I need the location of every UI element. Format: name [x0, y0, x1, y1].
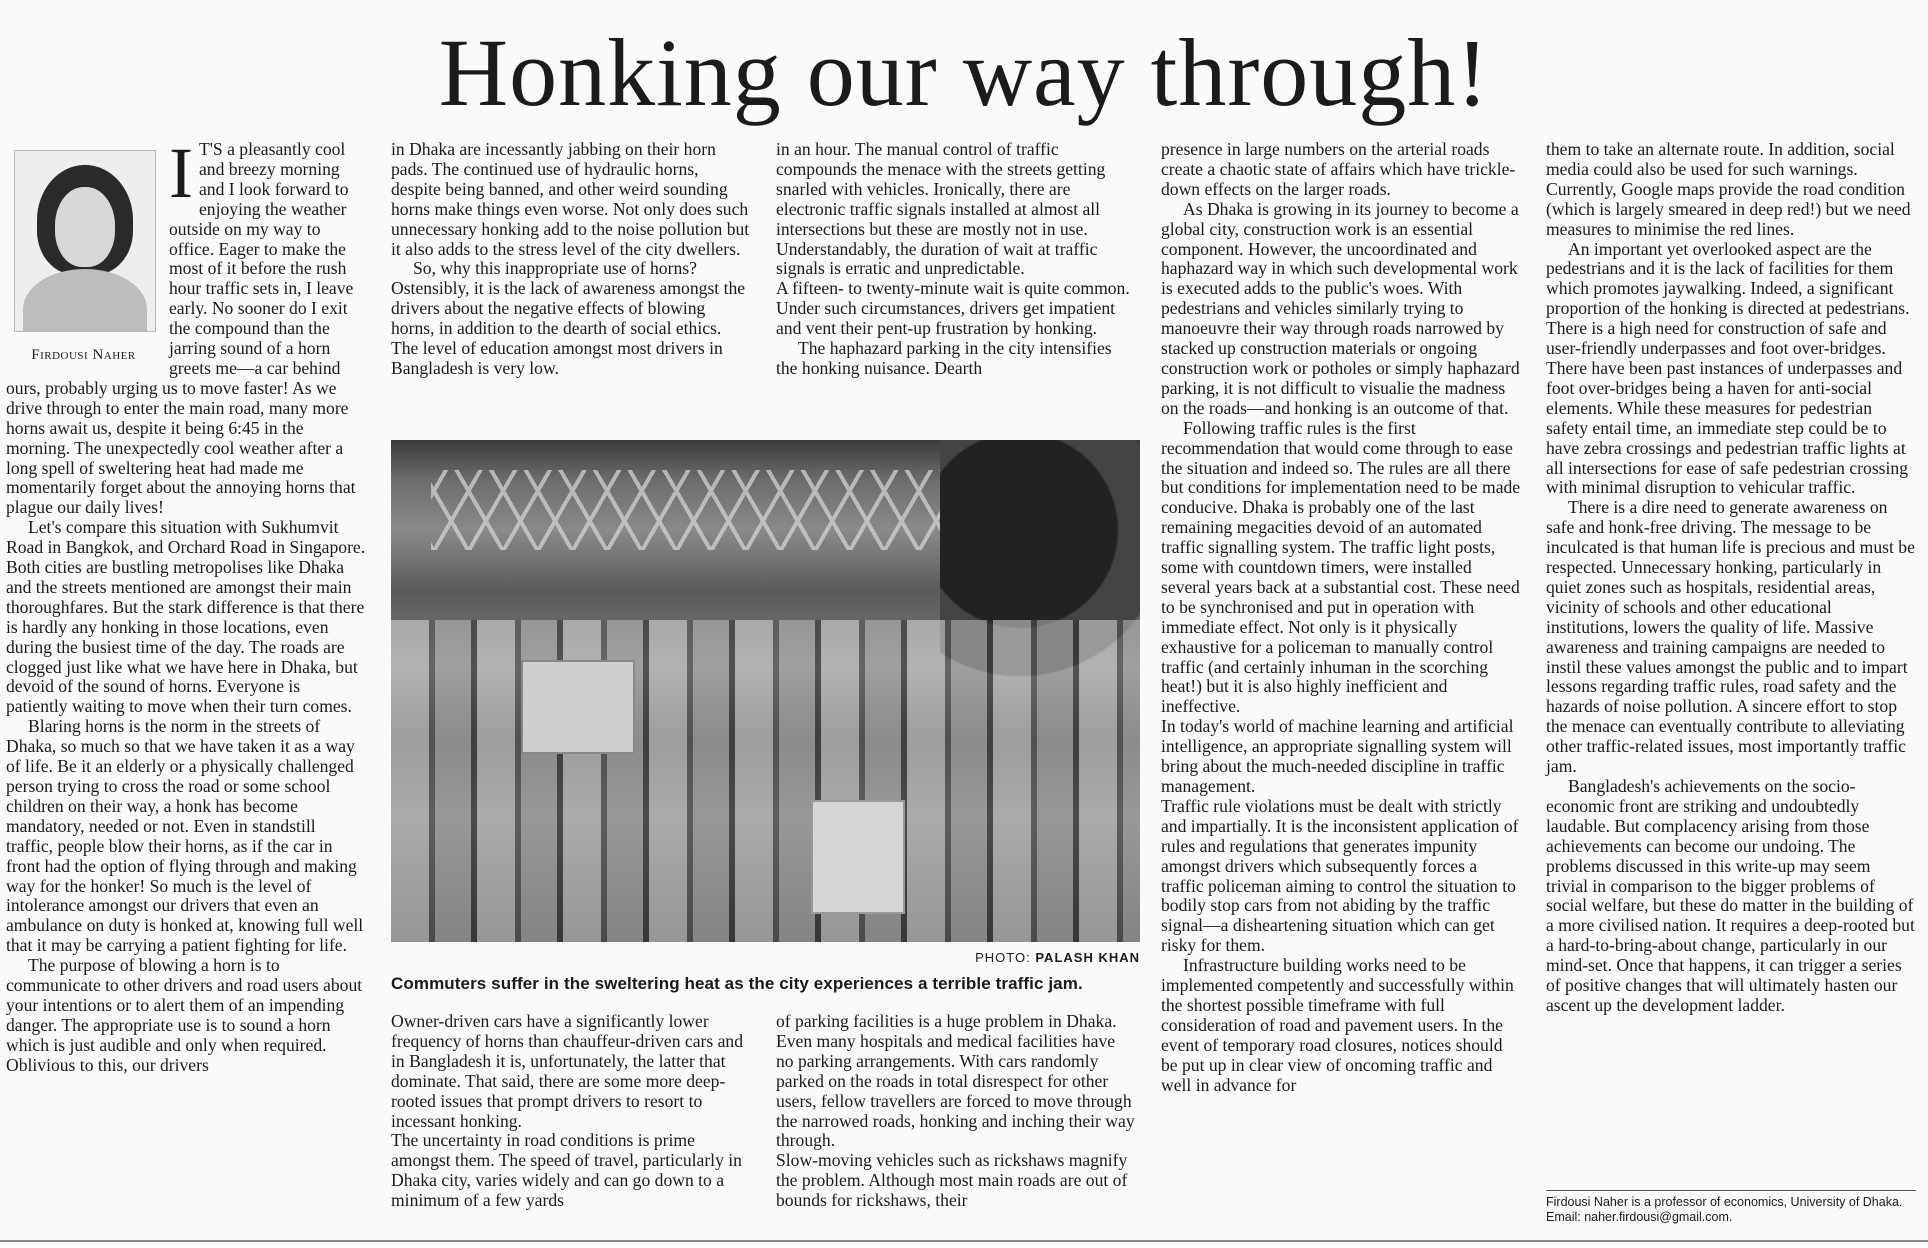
- column-3-bottom: [776, 1012, 1136, 1211]
- page-bottom-rule: [0, 1240, 1928, 1242]
- paragraph: There is a dire need to generate awareness on safe and honk-free driving. The message to be inculcated is that human life is precious and must be respected. Unnecessary honking, particularly in quiet zones such as hospitals, residential areas, vicinity of schools and other educational institutions, lowers the quality of life. Massive awareness and training campaigns are needed to instil these values amongst the public and to impart lessons regarding traffic rules, road safety and the hazards of noise pollution. A sincere effort to stop the menace can eventually contribute to alleviating other traffic-related issues, most importantly traffic jam.: [1546, 497, 1915, 777]
- traffic-photo: [391, 440, 1140, 942]
- column-4: [1161, 140, 1521, 1096]
- paragraph: of parking facilities is a huge problem in Dhaka. Even many hospitals and medical facilities have no parking arrangements. With cars randomly parked on the roads in total disrespect for other users, fellow travellers are forced to move through the narrowed roads, honking and inching their way through.: [776, 1011, 1135, 1151]
- bio-divider: [1546, 1190, 1916, 1191]
- author-box: [6, 146, 161, 371]
- paragraph: The purpose of blowing a horn is to communicate to other drivers and road users about your intentions or to alert them of an impending danger. The appropriate use is to sound a horn which is just audible and only when required. Oblivious to this, our drivers: [6, 955, 363, 1075]
- column-3-top: [776, 140, 1136, 379]
- paragraph: The uncertainty in road conditions is prime amongst them. The speed of travel, particularly in Dhaka city, varies widely and can go down to a minimum of a few yards: [391, 1130, 742, 1211]
- photo-credit: PHOTO: PALASH KHAN: [975, 950, 1140, 965]
- author-bio: Firdousi Naher is a professor of economics, University of Dhaka. Email: naher.firdousi@gmail.com.: [1546, 1195, 1903, 1224]
- paragraph: As Dhaka is growing in its journey to become a global city, construction work is an essential component. However, the uncoordinated and haphazard way in which such developmental work is executed adds to the public's woes. With pedestrians and vehicles similarly trying to manoeuvre their way through roads narrowed by stacked up construction materials or ongoing construction work or potholes or simply haphazard parking, it is not difficult to visualie the madness on the roads—and honking is an outcome of that.: [1161, 198, 1520, 418]
- column-1: [6, 133, 366, 1076]
- paragraph: Infrastructure building works need to be implemented competently and successfully within the shortest possible timeframe with full consideration of road and pavement users. In the event of temporary road closures, notices should be put up in clear view of oncoming traffic and well in advance for: [1161, 955, 1514, 1095]
- paragraph: In today's world of machine learning and artificial intelligence, an appropriate signalling system will bring about the much-needed discipline in traffic management.: [1161, 716, 1514, 796]
- paragraph: presence in large numbers on the arterial roads create a chaotic state of affairs which have trickle-down effects on the larger roads.: [1161, 139, 1516, 199]
- photo-caption: Commuters suffer in the sweltering heat as the city experiences a terrible traffic jam.: [391, 974, 1083, 993]
- column-2-bottom: [391, 1012, 751, 1211]
- column-2-top: [391, 140, 751, 379]
- paragraph: I T'S a pleasantly cool and breezy morning and I look forward to enjoying the weather outside on my way to office. Eager to make the most of it before the rush hour traffic sets in, I leave early. No sooner do I exit the compound than the jarring sound of a horn greets me—a car behind ours, probably urging us to move faster! As we drive through to enter the main road, many more horns await us, despite it being 6:45 in the morning. The unexpectedly cool weather after a long spell of sweltering heat had made me momentarily forget about the annoying horns that plague our daily lives!: [6, 133, 356, 518]
- paragraph: Blaring horns is the norm in the streets of Dhaka, so much so that we have taken it as a way of life. Be it an elderly or a physically challenged person trying to cross the road or some school children on their way, a honk has become mandatory, needed or not. Even in standstill traffic, people blow their horns, as if the car in front had the option of flying through and making way for the honker! So much is the level of intolerance amongst our drivers that even an ambulance on duty is honked at, knowing full well that it may be carrying a patient fighting for life.: [6, 716, 364, 956]
- author-portrait: [14, 150, 156, 332]
- paragraph: Bangladesh's achievements on the socio-economic front are striking and undoubtedly laudable. But complacency arising from those achievements can become our undoing. The problems discussed in this write-up may seem trivial in comparison to the bigger problems of social welfare, but these do matter in the building of a more civilised nation. It requires a deep-rooted but a hard-to-bring-about change, particularly in our mind-set. Once that happens, it can trigger a series of positive changes that will ultimately hasten our ascent up the development ladder.: [1546, 776, 1915, 1015]
- author-name: Firdousi Naher: [31, 347, 136, 363]
- headline: Honking our way through!: [438, 19, 1490, 126]
- paragraph: Let's compare this situation with Sukhumvit Road in Bangkok, and Orchard Road in Singapore. Both cities are bustling metropolises like Dhaka and the streets mentioned are amongst their main thoroughfares. But the stark difference is that there is hardly any honking in those locations, even during the busiest time of the day. The roads are clogged just like what we have here in Dhaka, but devoid of the sound of horns. Everyone is patiently waiting to move when their turn comes.: [6, 517, 366, 717]
- column-5: [1546, 140, 1916, 1016]
- paragraph: Traffic rule violations must be dealt with strictly and impartially. It is the inconsistent application of rules and regulations that generates impunity amongst drivers which subsequently forces a traffic policeman aiming to control the situation to bodily stop cars from not abiding by the traffic signal—a disheartening situation which can get risky for them.: [1161, 795, 1519, 956]
- paragraph: A fifteen- to twenty-minute wait is quite common. Under such circumstances, drivers get impatient and vent their pent-up frustration by honking.: [776, 278, 1130, 339]
- drop-cap: I: [169, 133, 193, 213]
- paragraph: them to take an alternate route. In addition, social media could also be used for such warnings. Currently, Google maps provide the road condition (which is largely smeared in deep red!) but we need measures to minimise the red lines.: [1546, 139, 1911, 239]
- paragraph: So, why this inappropriate use of horns? Ostensibly, it is the lack of awareness amongst the drivers about the negative effects of blowing horns, in addition to the dearth of social ethics. The level of education amongst most drivers in Bangladesh is very low.: [391, 258, 746, 378]
- paragraph: Following traffic rules is the first recommendation that would come through to ease the situation and indeed so. The rules are all there but conditions for implementation need to be made conducive. Dhaka is probably one of the last remaining megacities devoid of an automated traffic signalling system. The traffic light posts, some with countdown timers, were installed several years back at a substantial cost. These need to be synchronised and put in operation with immediate effect. Not only is it physically exhaustive for a policeman to manually control traffic (and certainly inhuman in the scorching heat!) but it is also highly inefficient and ineffective.: [1161, 417, 1521, 717]
- paragraph: Slow-moving vehicles such as rickshaws magnify the problem. Although most main roads are out of bounds for rickshaws, their: [776, 1150, 1128, 1211]
- paragraph: in an hour. The manual control of traffic compounds the menace with the streets getting snarled with vehicles. Ironically, there are electronic traffic signals installed at almost all intersections but these are mostly not in use. Understandably, the duration of wait at traffic signals is erratic and unpredictable.: [776, 139, 1106, 279]
- paragraph: The haphazard parking in the city intensifies the honking nuisance. Dearth: [776, 338, 1112, 378]
- paragraph: Owner-driven cars have a significantly lower frequency of horns than chauffeur-driven cars and in Bangladesh it is, unfortunately, the latter that dominate. That said, there are some more deep-rooted issues that prompt drivers to resort to incessant honking.: [391, 1011, 744, 1131]
- paragraph: An important yet overlooked aspect are the pedestrians and it is the lack of facilities for them which promotes jaywalking. Indeed, a significant proportion of the honking is directed at pedestrians. There is a high need for construction of safe and user-friendly underpasses and foot over-bridges. There have been past instances of underpasses and foot over-bridges being a haven for anti-social elements. While these measures for pedestrian safety entail time, an immediate step could be to have zebra crossings and pedestrian traffic lights at all intersections for ease of safe pedestrian crossing with minimal disruption to vehicular traffic.: [1546, 238, 1910, 498]
- paragraph: in Dhaka are incessantly jabbing on their horn pads. The continued use of hydraulic horns, despite being banned, and other weird sounding horns make things even worse. Not only does such unnecessary honking add to the noise pollution but it also adds to the stress level of the city dwellers.: [391, 139, 750, 259]
